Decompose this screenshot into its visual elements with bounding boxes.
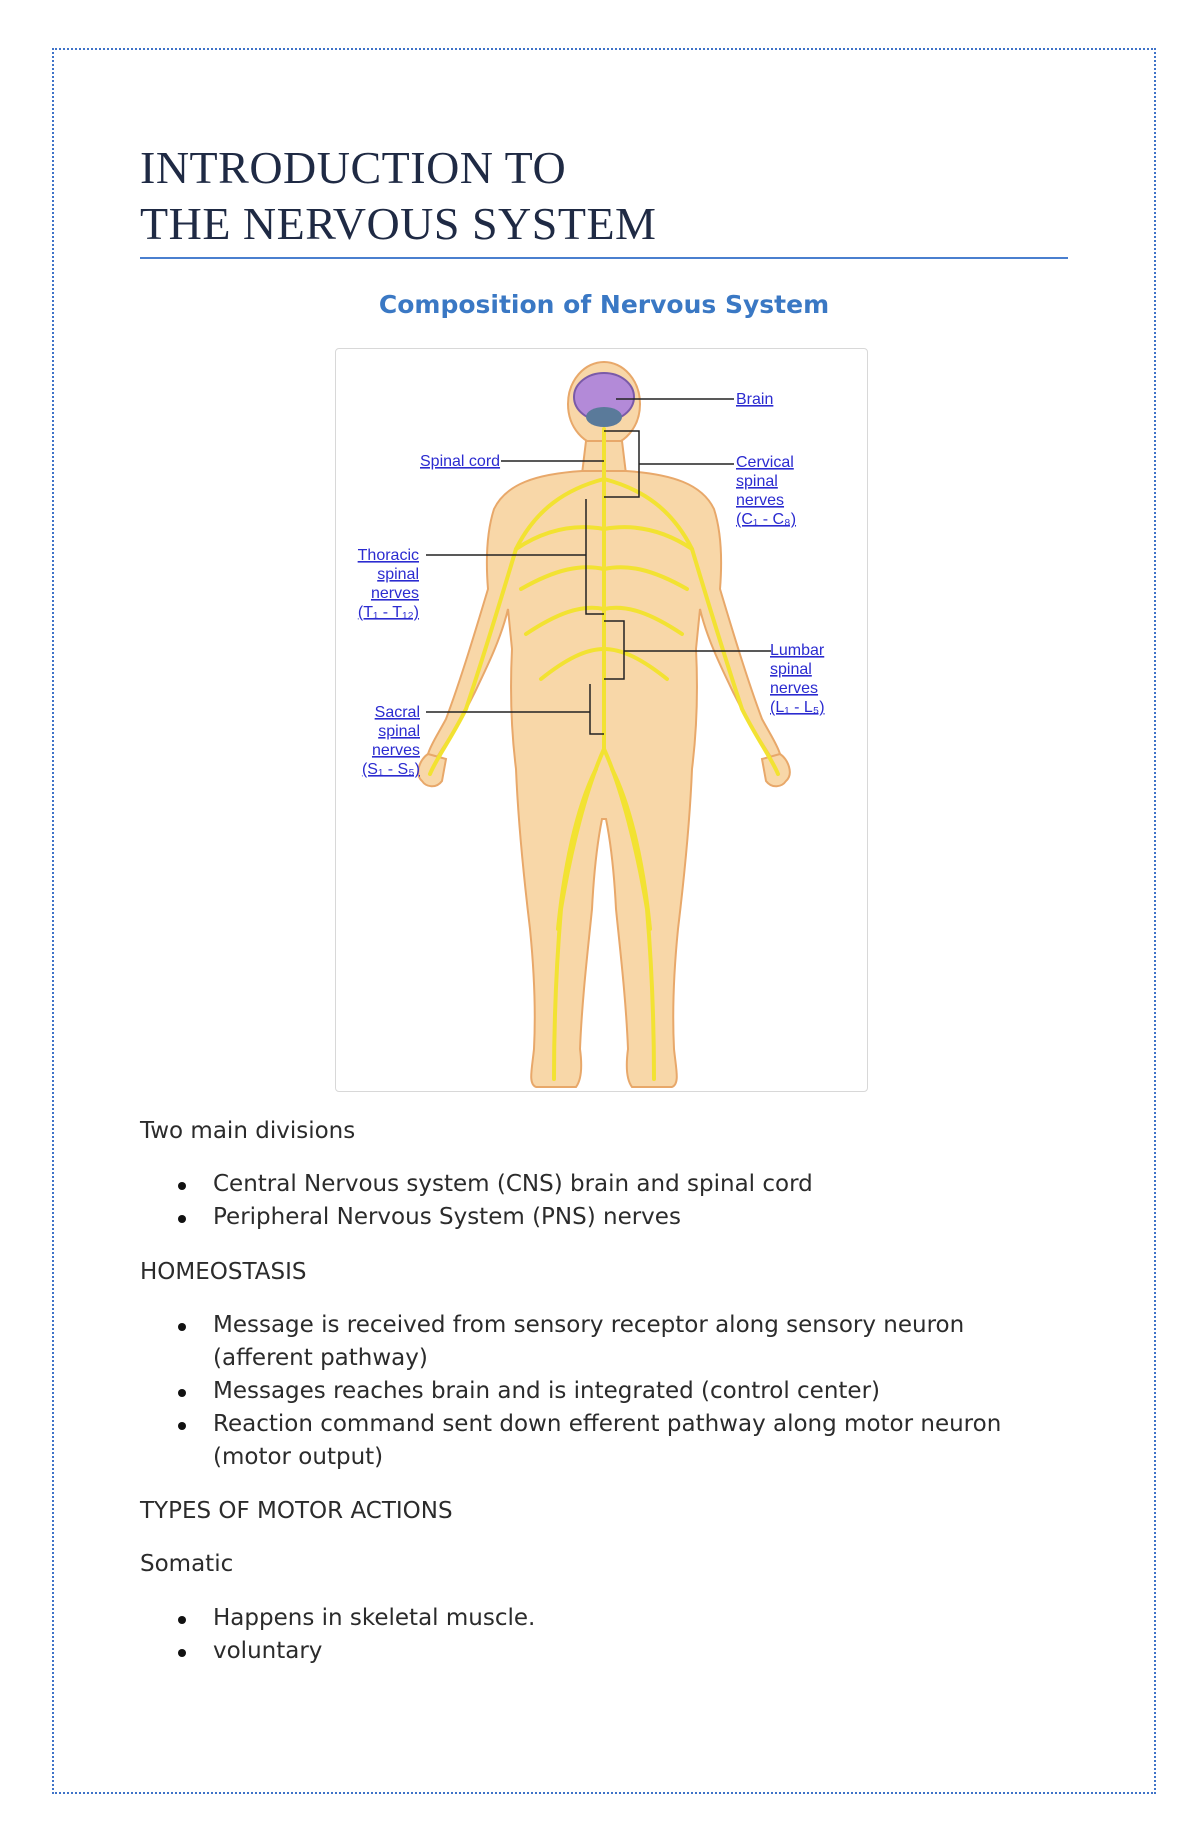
label-lumbar-3: nerves [770, 680, 819, 697]
label-thoracic-3: nerves [370, 585, 419, 602]
list-item: voluntary [140, 1635, 1070, 1668]
title-underline [140, 257, 1068, 259]
title-line-2: THE NERVOUS SYSTEM [140, 198, 657, 249]
label-sacral-3: nerves [371, 742, 420, 759]
section2-heading: HOMEOSTASIS [140, 1259, 307, 1285]
list-item: Message is received from sensory receptor along sensory neuron (afferent pathway) [140, 1309, 1070, 1375]
label-lumbar-4: (L₁ - L₅) [770, 699, 825, 716]
label-spinal-cord: Spinal cord [420, 453, 501, 470]
label-sacral-4: (S₁ - S₅) [361, 761, 420, 778]
label-thoracic-4: (T₁ - T₁₂) [357, 604, 419, 621]
label-brain: Brain [736, 391, 774, 408]
label-cervical-3: nerves [736, 492, 785, 509]
section1-heading: Two main divisions [140, 1118, 356, 1144]
list-item: Happens in skeletal muscle. [140, 1602, 1070, 1635]
list-item: Messages reaches brain and is integrated (control center) [140, 1375, 1070, 1408]
label-lumbar-1: Lumbar [770, 642, 825, 659]
section3-list [140, 1602, 1070, 1668]
label-sacral-1: Sacral [374, 704, 420, 721]
label-sacral-2: spinal [378, 723, 420, 740]
section2-list [140, 1309, 1070, 1474]
label-thoracic-1: Thoracic [357, 547, 419, 564]
figure-heading: Composition of Nervous System [378, 290, 830, 319]
list-item: Reaction command sent down efferent pathway along motor neuron (motor output) [140, 1408, 1070, 1474]
title-line-1: INTRODUCTION TO [140, 142, 567, 193]
page-title [140, 140, 1070, 252]
nervous-system-figure [335, 348, 868, 1092]
label-thoracic-2: spinal [377, 566, 419, 583]
label-cervical-4: (C₁ - C₈) [736, 511, 797, 528]
section3-subheading: Somatic [140, 1551, 234, 1577]
label-cervical-2: spinal [736, 473, 778, 490]
label-cervical-1: Cervical [736, 454, 794, 471]
nervous-system-illustration [336, 349, 869, 1093]
list-item: Peripheral Nervous System (PNS) nerves [140, 1201, 1070, 1234]
section3-heading: TYPES OF MOTOR ACTIONS [140, 1498, 453, 1524]
list-item: Central Nervous system (CNS) brain and spinal cord [140, 1168, 1070, 1201]
section1-list [140, 1168, 1070, 1234]
label-lumbar-2: spinal [770, 661, 812, 678]
